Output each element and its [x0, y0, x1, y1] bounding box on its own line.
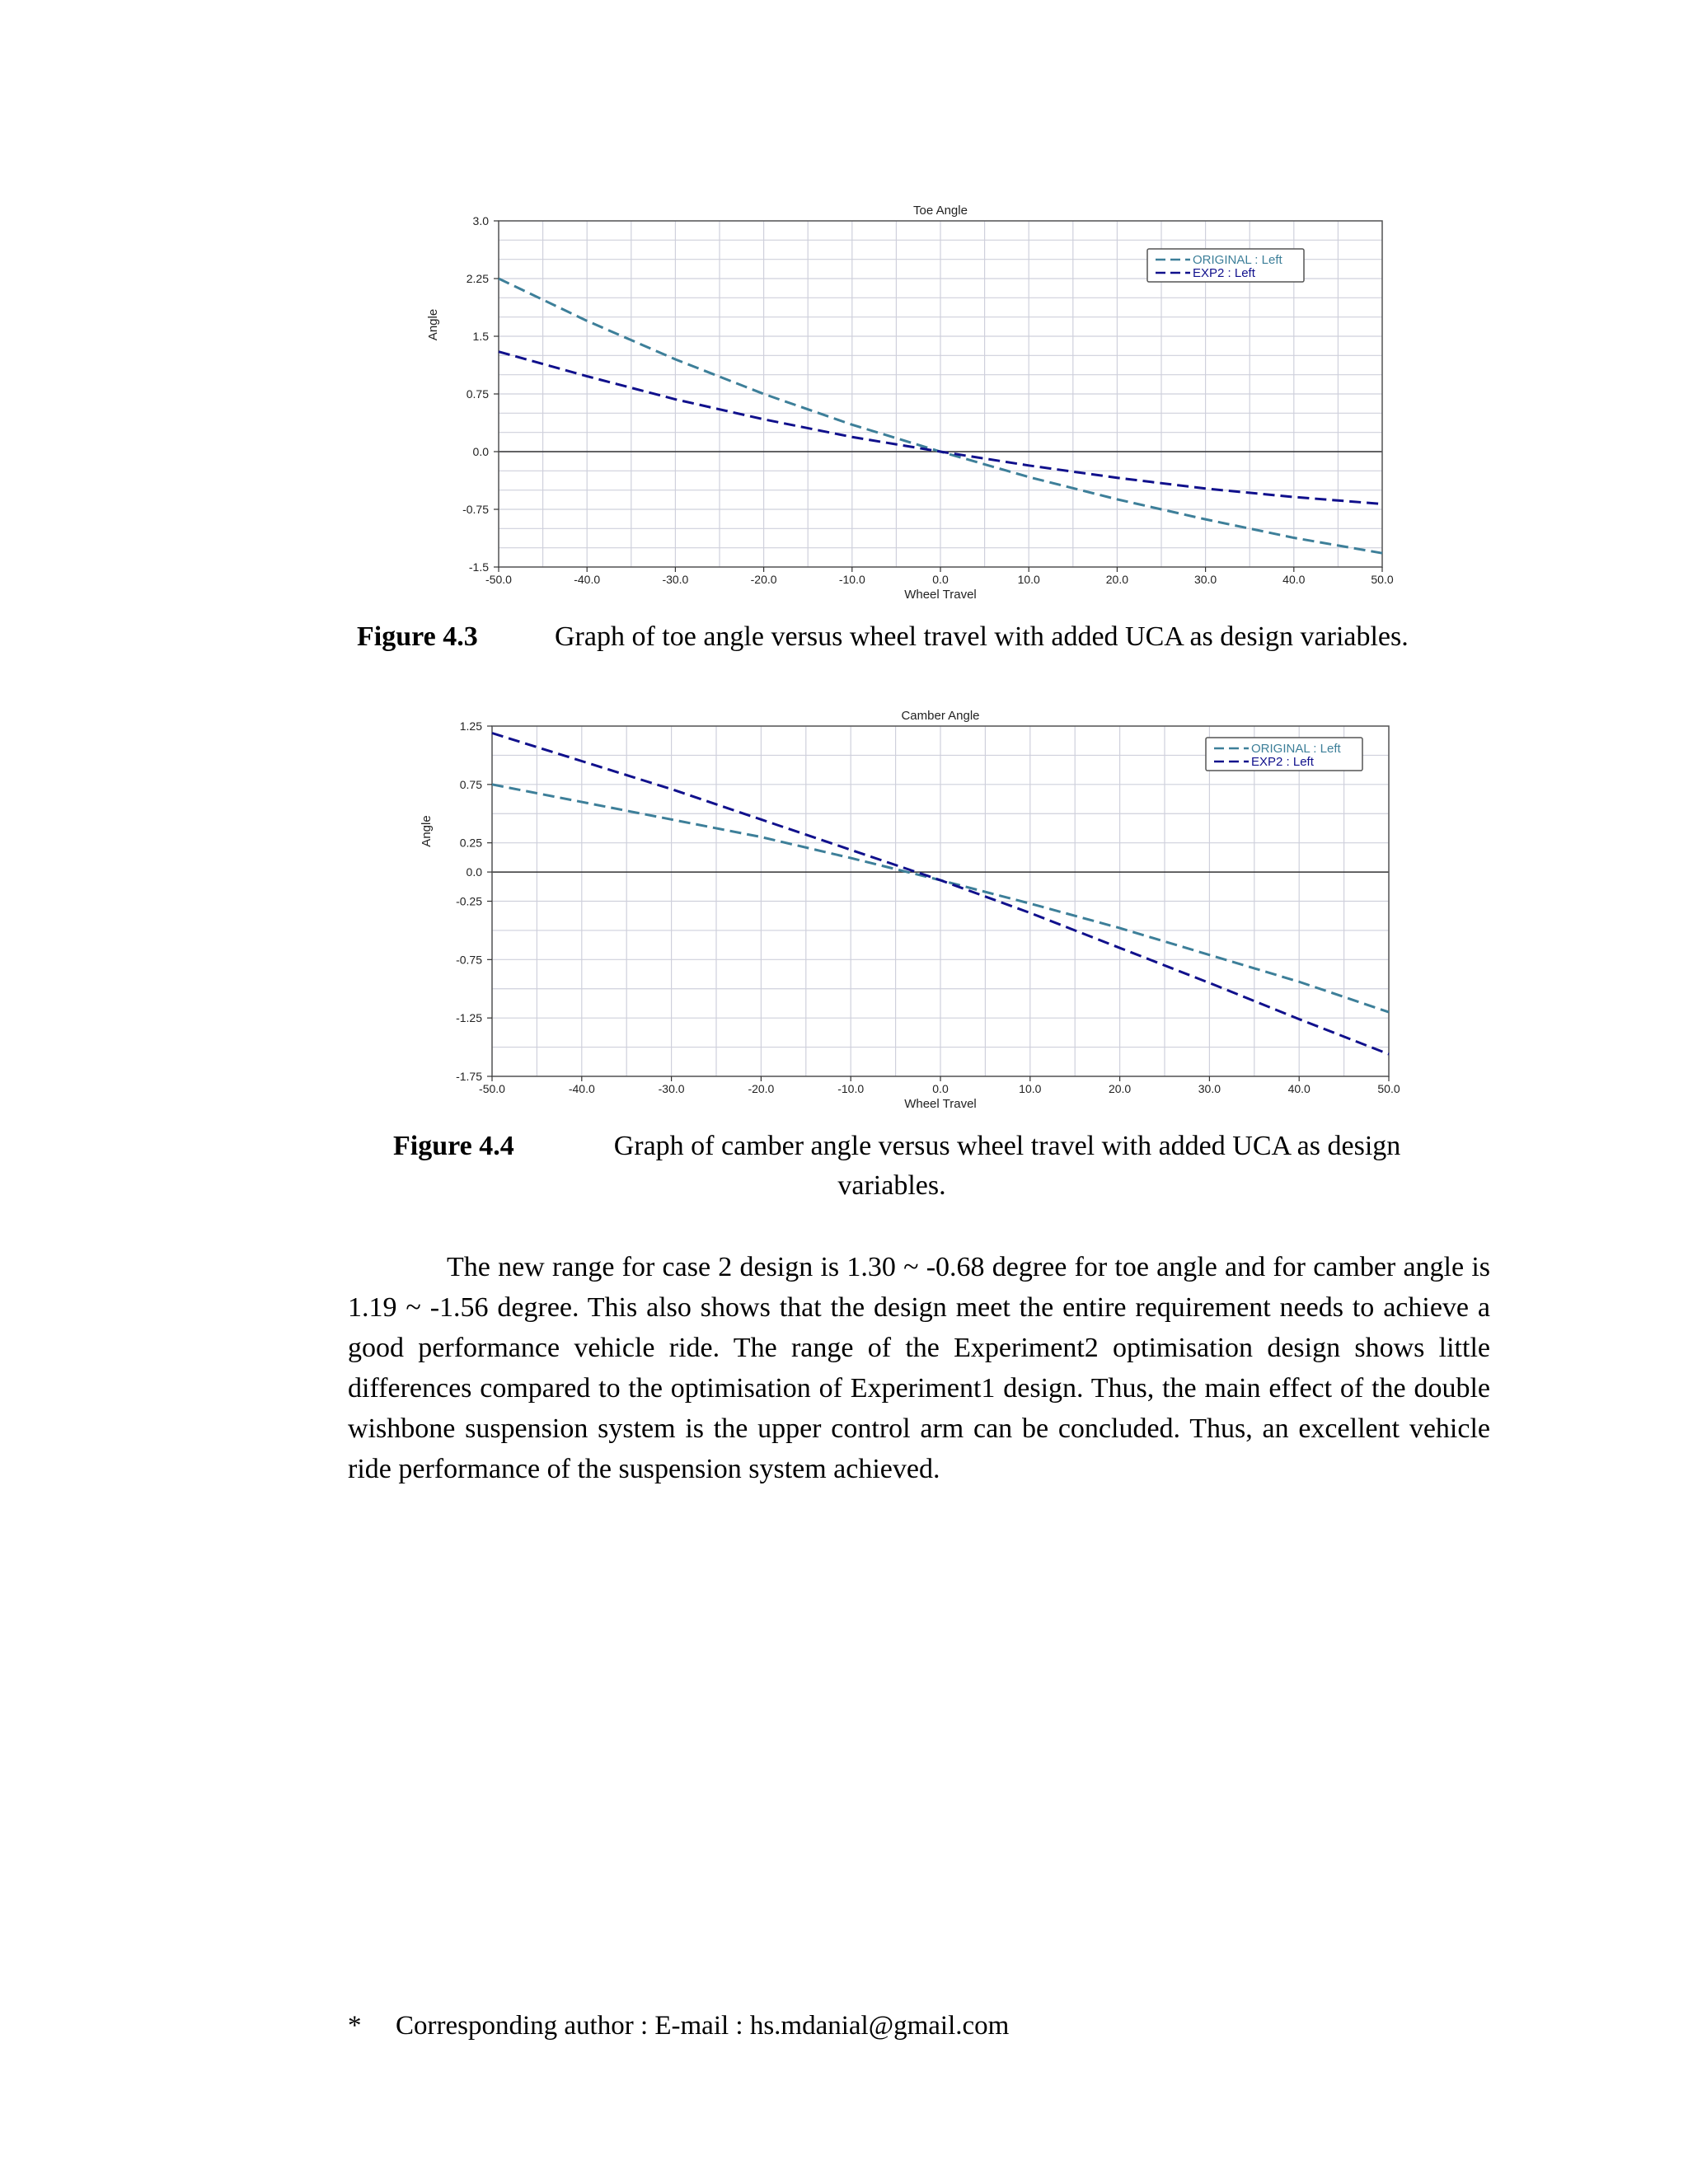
- x-tick-label: -40.0: [568, 1082, 595, 1095]
- x-tick-label: -10.0: [837, 1082, 865, 1095]
- figure-caption-text: Graph of camber angle versus wheel travel with added UCA as design: [613, 1131, 1401, 1161]
- body-paragraph: The new range for case 2 design is 1.30 ~ -0.68 degree for toe angle and for camber angle is 1.19 ~ -1.56 degree. This also shows that the design meet the entire requirement needs to achieve a good performance vehicle ride. The range of the Experiment2 optimisation design shows little differences compared to the optimisation of Experiment1 design. Thus, the main effect of the double wishbone suspension system is the upper control arm can be concluded. Thus, an excellent vehicle ride performance of the suspension system achieved.: [348, 1252, 1490, 1484]
- y-tick-label: -1.5: [468, 560, 489, 574]
- y-axis-title: Angle: [420, 815, 434, 847]
- x-tick-label: -40.0: [574, 573, 601, 586]
- x-tick-label: -20.0: [750, 573, 777, 586]
- x-tick-label: 50.0: [1371, 573, 1394, 586]
- x-tick-label: 30.0: [1193, 573, 1217, 586]
- x-tick-label: 10.0: [1019, 1082, 1042, 1095]
- figure-number: Figure 4.4: [393, 1131, 514, 1161]
- y-tick-label: -0.25: [456, 894, 482, 908]
- y-tick-label: -0.75: [462, 503, 489, 516]
- y-tick-label: 0.75: [466, 387, 489, 401]
- x-axis-title: Wheel Travel: [904, 1097, 977, 1111]
- y-tick-label: 0.25: [459, 836, 482, 850]
- footnote-text: Corresponding author : E-mail : hs.mdanial@gmail.com: [396, 2011, 1010, 2041]
- chart-title: Toe Angle: [913, 204, 968, 218]
- x-tick-label: 30.0: [1198, 1082, 1221, 1095]
- footnote: [348, 2011, 1009, 2041]
- x-tick-label: 0.0: [932, 573, 949, 586]
- figure-caption-text-continued: variables.: [837, 1170, 946, 1201]
- y-tick-label: 1.5: [472, 330, 489, 343]
- x-tick-label: 20.0: [1108, 1082, 1132, 1095]
- x-tick-label: -20.0: [748, 1082, 775, 1095]
- y-tick-label: -1.75: [456, 1070, 482, 1083]
- figure-caption-text: Graph of toe angle versus wheel travel with added UCA as design variables.: [555, 621, 1409, 652]
- x-tick-label: 40.0: [1282, 573, 1306, 586]
- footnote-marker: *: [348, 2011, 362, 2041]
- x-tick-label: -30.0: [662, 573, 689, 586]
- x-tick-label: -10.0: [838, 573, 865, 586]
- y-tick-label: 0.75: [459, 777, 482, 791]
- x-axis-title: Wheel Travel: [904, 588, 977, 602]
- camber-angle-chart-svg: [408, 705, 1414, 1117]
- legend-label: ORIGINAL : Left: [1193, 253, 1282, 267]
- y-tick-label: -1.25: [456, 1011, 482, 1025]
- toe-angle-chart-svg: [416, 196, 1414, 616]
- toe-angle-chart: [416, 196, 1414, 616]
- y-tick-label: 3.0: [472, 214, 489, 227]
- y-tick-label: 0.0: [472, 445, 489, 458]
- legend-label: EXP2 : Left: [1193, 266, 1255, 280]
- x-tick-label: 10.0: [1017, 573, 1040, 586]
- y-tick-label: 0.0: [466, 865, 482, 879]
- y-tick-label: 1.25: [459, 719, 482, 733]
- legend-label: ORIGINAL : Left: [1251, 742, 1341, 756]
- x-tick-label: 0.0: [932, 1082, 949, 1095]
- camber-angle-chart: [408, 705, 1414, 1117]
- x-tick-label: -50.0: [479, 1082, 505, 1095]
- x-tick-label: -50.0: [485, 573, 512, 586]
- x-tick-label: -30.0: [658, 1082, 685, 1095]
- chart-title: Camber Angle: [901, 709, 980, 723]
- x-tick-label: 40.0: [1287, 1082, 1311, 1095]
- y-axis-title: Angle: [426, 308, 440, 341]
- y-tick-label: -0.75: [456, 953, 482, 967]
- figure-number: Figure 4.3: [357, 621, 478, 652]
- legend-label: EXP2 : Left: [1251, 755, 1314, 769]
- y-tick-label: 2.25: [466, 272, 489, 285]
- x-tick-label: 50.0: [1377, 1082, 1400, 1095]
- x-tick-label: 20.0: [1105, 573, 1129, 586]
